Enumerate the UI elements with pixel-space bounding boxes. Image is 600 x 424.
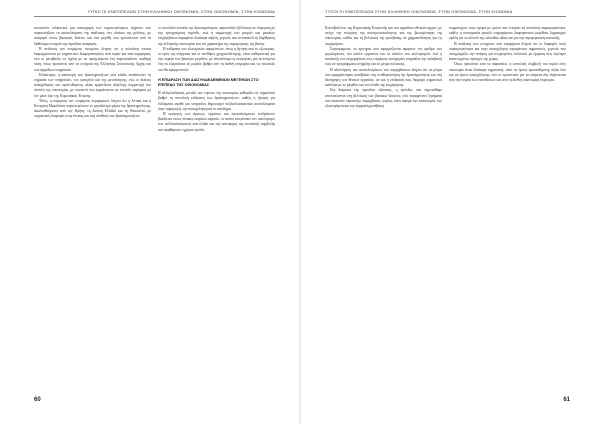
page-number-right: 61 bbox=[563, 397, 570, 403]
header-rule-right bbox=[325, 16, 566, 17]
text-column-4 bbox=[449, 26, 566, 386]
right-page bbox=[301, 0, 600, 424]
header-rule-left bbox=[34, 16, 275, 17]
text-column-1 bbox=[34, 26, 151, 386]
paragraph: Τέλος, η σύγκριση των επιμέρους περιφερειών δείχνει ότι η Αττική και η Κεντρική Μακεδονία συγκεντρώνουν το μεγαλύτερο μέρος της δραστηριότητας, ακολουθούμενες από την Κρήτη, τη Δυτική Ελλάδα και τη Θεσσαλία, με σημαντικές διαφορές στην ένταση και στη σύνθεση των δραστηριοτήτων. bbox=[34, 98, 151, 119]
paragraph: συμμετέχουν στην αγορά με τρόπο που ενισχύει τη συνολική παραγωγικότητα, καθώς η συνεργασία μεταξύ επιχειρήσεων διαφορετικού μεγέθους δημιουργεί οφέλη για το σύνολο της αλυσίδας αξίας και για την περιφερειακή ανάπτυξη. bbox=[449, 26, 566, 41]
paragraph: το συνολικό επίπεδο της δραστηριότητας παρουσιάζει βελτίωση σε σύγκριση με την προηγούμενη περίοδο, ενώ η συμμετοχή των μικρών και μεσαίων επιχειρήσεων παραμένει ιδιαίτερα υψηλή, γεγονός που αντανακλά τη διάρθρωση της ελληνικής οικονομίας και τον χαρακτήρα της παραγωγικής της βάσης. bbox=[158, 26, 275, 46]
paragraph: Η ανάλυση των στοιχείων ανά περιφέρεια δείχνει ότι οι διαφορές στην παραγωγικότητα και στην απασχόληση παραμένουν σημαντικές, γεγονός που υπογραμμίζει την ανάγκη για στοχευμένες πολιτικές με έμφαση στις λιγότερο αναπτυγμένες περιοχές της χώρας. bbox=[449, 41, 566, 62]
paragraph: Η αξιολόγηση των αποτελεσμάτων των παρεμβάσεων δείχνει ότι τα μέτρα που εφαρμόστηκαν συνέβαλαν στη σταθεροποίηση της δραστηριότητας και στη διατήρηση των θέσεων εργασίας, αν και η επίδρασή τους διαφέρει σημαντικά ανάλογα με το μέγεθος και τον κλάδο της επιχείρησης. bbox=[325, 67, 442, 88]
page-number-left: 60 bbox=[34, 397, 41, 403]
paragraph: Κοινοβουλίου, της Ευρωπαϊκής Επιτροπής και των αρμόδιων εθνικών αρχών, με στόχο την ενίσχυση της ανταγωνιστικότητας και της βιωσιμότητας της οικονομίας, καθώς και τη βελτίωση της πρόσβασης σε χρηματοδότηση για τις επιχειρήσεις. bbox=[325, 26, 442, 46]
running-header-left: ΤΥΠΟΙ ΠΙ ΕΝΕΠΙΠΕΔΩΝ ΣΤΗΝ ΕΛΛΗΝΙΚΗ ΟΙΚΟΝΟΜΙΑ, ΣΤΗΝ ΟΙΚΟΝΟΜΙΑ, ΣΤΗΝ ΚΟΙΝΩΝΙΑ bbox=[87, 9, 275, 14]
paragraph: Στη διάρκεια της περιόδου εξέτασης, η πρόοδος που σημειώθηκε αποτυπώνεται στη βελτίωση των βασικών δεικτών, ενώ παραμένουν ζητήματα που απαιτούν περαιτέρω παρεμβάσεις, κυρίως όσον αφορά την καινοτομία, την εξωστρέφεια και την ψηφιακή μετάβαση. bbox=[325, 88, 442, 109]
paragraph: Η επίδραση των εξωτερικών παραγόντων, όπως η ζήτηση από το εξωτερικό, οι τιμές της ενέργειας και οι συνθήκες χρηματοδότησης, είναι καθοριστική για την πορεία των βασικών μεγεθών, με αποτέλεσμα οι εκτιμήσεις για τα επόμενα έτη να εξαρτώνται σε μεγάλο βαθμό από τη διεθνή συγκυρία και τις πολιτικές που θα εφαρμοστούν. bbox=[158, 46, 275, 72]
text-column-3 bbox=[325, 26, 442, 386]
running-header-right: ΤΥΠΟΙ ΠΙ ΕΝΕΠΙΠΕΔΩΝ ΣΤΗΝ ΕΛΛΗΝΙΚΗ ΟΙΚΟΝΟΜΙΑ, ΣΤΗΝ ΟΙΚΟΝΟΜΙΑ, ΣΤΗΝ ΚΟΙΝΩΝΙΑ bbox=[325, 9, 513, 14]
paragraph: Όπως προκύπτει από τα παραπάνω, η συνολική συμβολή του τομέα στην οικονομία είναι ιδιαίτερα σημαντική, τόσο σε όρους προστιθέμενης αξίας όσο και σε όρους απασχόλησης, ενώ οι προοπτικές για τα επόμενα έτη εξαρτώνται από την πορεία των επενδύσεων και από τη διεθνή οικονομική συγκυρία. bbox=[449, 62, 566, 83]
paragraph: Η αλληλεπίδραση μεταξύ των τομέων της οικονομίας καθορίζει σε σημαντικό βαθμό τη συνολική επίδραση των δραστηριοτήτων, καθώς η ζήτηση για ενδιάμεσα αγαθά και υπηρεσίες δημιουργεί πολλαπλασιαστικά αποτελέσματα στην παραγωγή, την απασχόληση και το εισόδημα. bbox=[158, 91, 275, 111]
paragraph: Συγκεκριμένα, τα κριτήρια που εφαρμόζονται αφορούν τον αριθμό των εργαζομένων, τον κύκλο εργασιών και το σύνολο του ισολογισμού, ενώ η κατάταξη των επιχειρήσεων στις επιμέρους κατηγορίες επηρεάζει την πρόσβασή τους σε προγράμματα στήριξης και σε μέτρα πολιτικής. bbox=[325, 46, 442, 67]
text-column-2 bbox=[158, 26, 275, 386]
section-heading: Η ΕΠΙΔΡΑΣΗ ΤΩΝ ΔΙΑΣΥΝΔΕΔΕΜΕΝΩΝ ΜΕΓΕΘΩΝ ΣΤΟ ΕΠΙΠΕΔΟ ΤΗΣ ΟΙΚΟΝΟΜΙΑΣ bbox=[158, 77, 259, 88]
paragraph: Η ανάλυση των επιμέρους στοιχείων δείχνει ότι η συνολική εικόνα διαμορφώνεται με σημαντικές διαφοροποιήσεις ανά τομέα και ανά περιφέρεια, ενώ οι μεταβολές σε σχέση με τα προηγούμενα έτη παρουσιάζουν σταθερή τάση, όπως προκύπτει από τα στοιχεία της Ελληνικής Στατιστικής Αρχής και των αρμόδιων υπηρεσιών. bbox=[34, 46, 151, 72]
paragraph: Η εκτίμηση των άμεσων, έμμεσων και προκαλούμενων επιδράσεων βασίζεται στους πίνακες εισροών–εκροών, οι οποίοι επιτρέπουν τον υπολογισμό των πολλαπλασιαστών ανά κλάδο και την αποτίμηση της συνολικής συμβολής στο ακαθάριστο εγχώριο προϊόν. bbox=[158, 112, 275, 132]
left-page bbox=[0, 0, 299, 424]
paragraph: Ειδικότερα, η κατανομή των δραστηριοτήτων ανά κλάδο αναδεικνύει τη σημασία των υπηρεσιών, του εμπορίου και της μεταποίησης, ενώ οι δείκτες απασχόλησης και προστιθέμενης αξίας εμφανίζουν αξιόλογη συμμετοχή στο σύνολο της οικονομίας, με ποσοστά που κυμαίνονται σε επίπεδα παρόμοια με τον μέσο όρο της Ευρωπαϊκής Ένωσης. bbox=[34, 72, 151, 98]
paragraph: αποτελούν ενδεικτικά μια καταγραφή των σημαντικότερων σημείων που παρουσιάζουν τα αποτελέσματα της ανάλυσης στο πλαίσιο της μελέτης, με αναφορά στους βασικούς δείκτες και στα μεγέθη που προκύπτουν από τα διαθέσιμα στοιχεία της περιόδου αναφοράς. bbox=[34, 26, 151, 46]
